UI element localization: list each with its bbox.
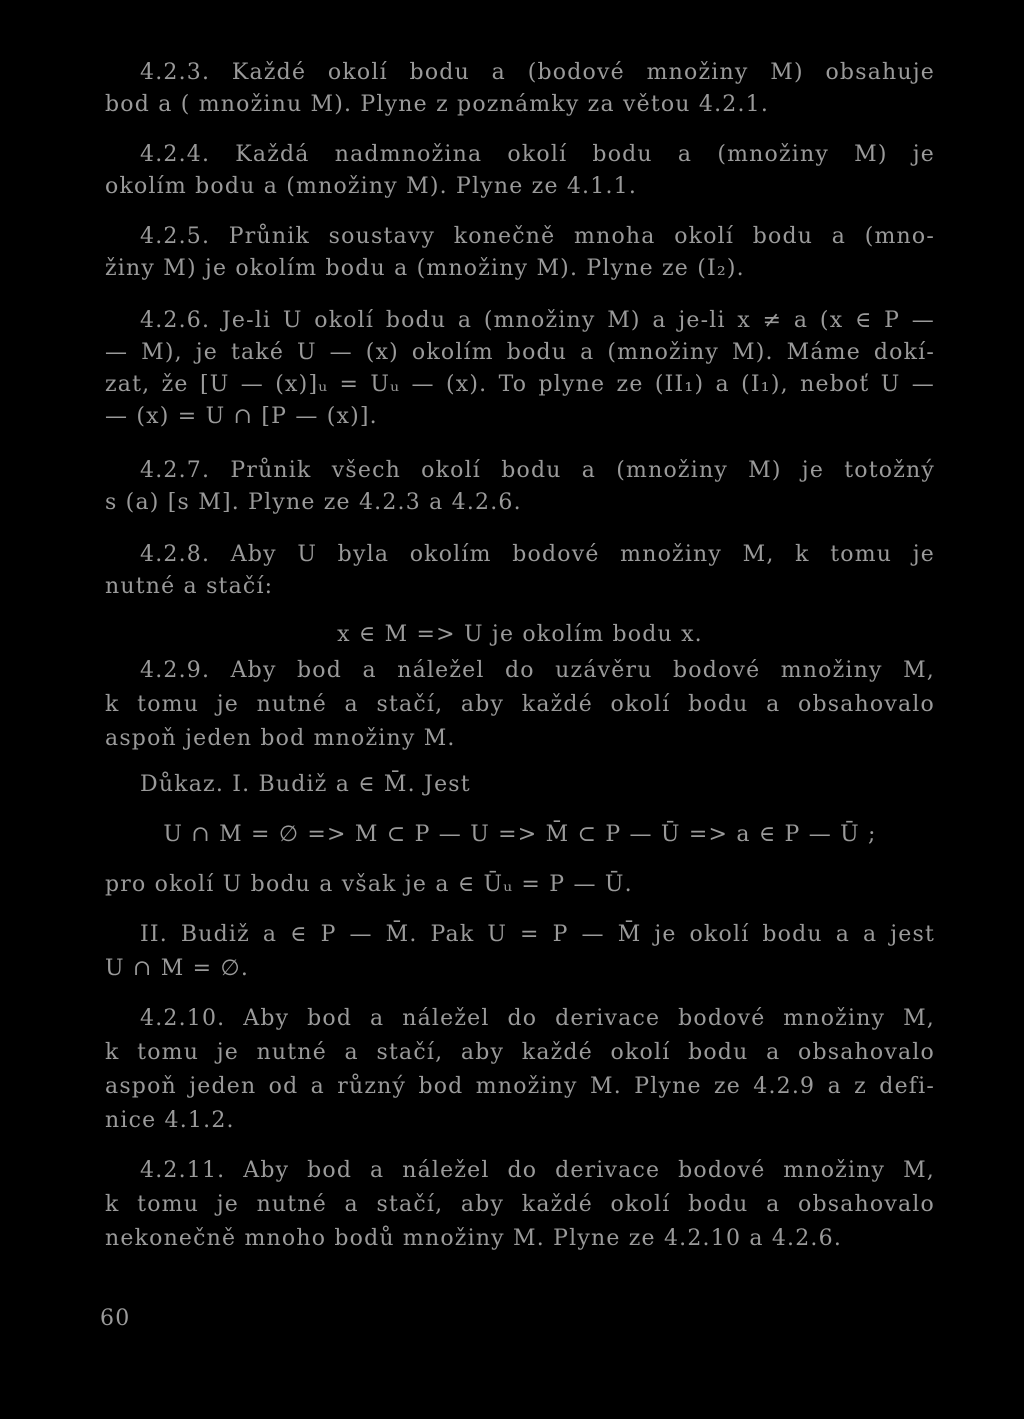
theorem-4-2-10-line-4: nice 4.1.2. [105,1108,235,1133]
theorem-4-2-8-line-2: nutné a stačí: [105,574,274,599]
theorem-4-2-4-line-2: okolím bodu a (množiny M). Plyne ze 4.1.1. [105,174,638,199]
theorem-4-2-9-line-2: k tomu je nutné a stačí, aby každé okolí bodu a obsahovalo [105,692,935,717]
theorem-4-2-7-line-1: 4.2.7. Průnik všech okolí bodu a (množiny M) je totožný [140,458,935,483]
theorem-4-2-11-line-2: k tomu je nutné a stačí, aby každé okolí bodu a obsahovalo [105,1192,935,1217]
theorem-4-2-10-line-2: k tomu je nutné a stačí, aby každé okolí bodu a obsahovalo [105,1040,935,1065]
theorem-4-2-9-line-1: 4.2.9. Aby bod a náležel do uzávěru bodové množiny M, [140,658,935,683]
theorem-4-2-5-line-2: žiny M) je okolím bodu a (množiny M). Plyne ze (I₂). [105,256,745,281]
theorem-4-2-3-line-2: bod a ( množinu M). Plyne z poznámky za větou 4.2.1. [105,92,770,117]
page-number: 60 [100,1306,131,1331]
theorem-4-2-3-line-1: 4.2.3. Každé okolí bodu a (bodové množiny M) obsahuje [140,60,935,85]
proof-part-2-line-1: II. Budiž a ∈ P — M̄. Pak U = P — M̄ je okolí bodu a a jest [140,922,935,947]
theorem-4-2-11-line-1: 4.2.11. Aby bod a náležel do derivace bodové množiny M, [140,1158,935,1183]
theorem-4-2-6-line-3: zat, že [U — (x)]ᵤ = Uᵤ — (x). To plyne ze (II₁) a (I₁), neboť U — [105,372,935,397]
proof-part-1-formula: U ∩ M = ∅ => M ⊂ P — U => M̄ ⊂ P — Ū => a ∈ P — Ū ; [163,822,877,847]
proof-part-1-conclusion: pro okolí U bodu a však je a ∈ Ūᵤ = P — Ū. [105,872,633,897]
theorem-4-2-8-line-1: 4.2.8. Aby U byla okolím bodové množiny M, k tomu je [140,542,935,567]
theorem-4-2-7-line-2: s (a) [s M]. Plyne ze 4.2.3 a 4.2.6. [105,490,522,515]
theorem-4-2-6-line-1: 4.2.6. Je-li U okolí bodu a (množiny M) a je-li x ≠ a (x ∈ P — [140,308,935,333]
theorem-4-2-6-line-4: — (x) = U ∩ [P — (x)]. [105,404,378,429]
theorem-4-2-11-line-3: nekonečně mnoho bodů množiny M. Plyne ze 4.2.10 a 4.2.6. [105,1226,843,1251]
theorem-4-2-8-formula: x ∈ M => U je okolím bodu x. [337,622,703,647]
theorem-4-2-4-line-1: 4.2.4. Každá nadmnožina okolí bodu a (množiny M) je [140,142,935,167]
proof-part-2-line-2: U ∩ M = ∅. [105,956,250,981]
theorem-4-2-9-line-3: aspoň jeden bod množiny M. [105,726,456,751]
theorem-4-2-5-line-1: 4.2.5. Průnik soustavy konečně mnoha okolí bodu a (mno- [140,224,935,249]
theorem-4-2-6-line-2: — M), je také U — (x) okolím bodu a (množiny M). Máme dokí- [105,340,935,365]
theorem-4-2-10-line-3: aspoň jeden od a různý bod množiny M. Plyne ze 4.2.9 a z defi- [105,1074,935,1099]
proof-part-1-intro: Důkaz. I. Budiž a ∈ M̄. Jest [140,772,471,797]
theorem-4-2-10-line-1: 4.2.10. Aby bod a náležel do derivace bodové množiny M, [140,1006,935,1031]
